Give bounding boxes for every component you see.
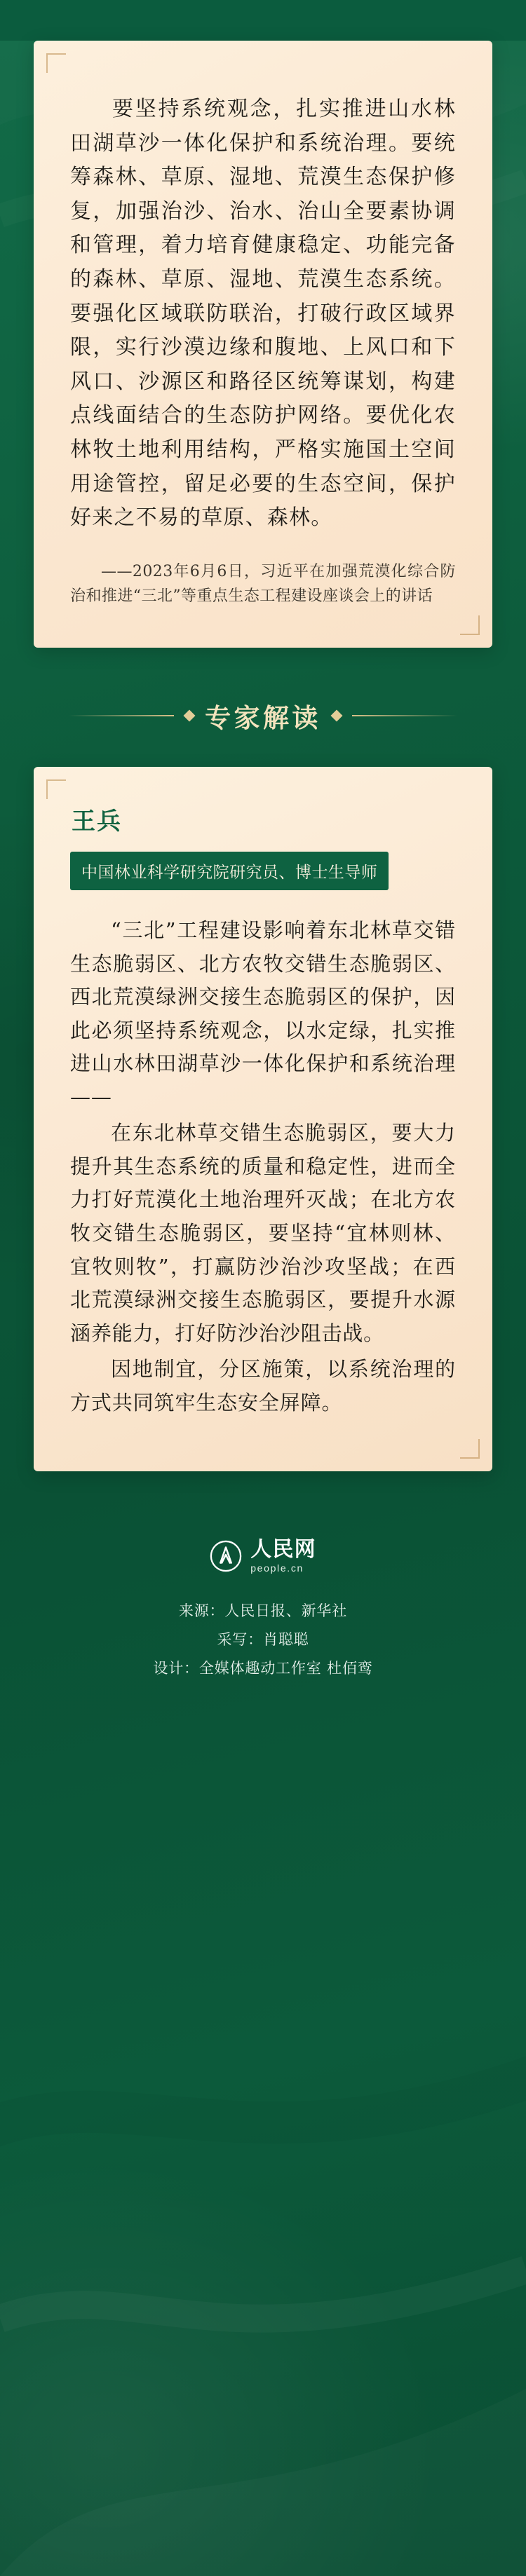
footer-source: 来源：人民日报、新华社 <box>178 1602 348 1620</box>
footer <box>0 1539 526 1724</box>
diamond-icon <box>330 710 342 722</box>
expert-title-badge: 中国林业科学研究院研究员、博士生导师 <box>70 852 389 890</box>
expert-paragraph: 在东北林草交错生态脆弱区，要大力提升其生态系统的质量和稳定性，进而全力打好荒漠化土地治理歼灭战；在北方农牧交错生态脆弱区，要坚持“宜林则林、宜牧则牧”，打赢防沙治沙攻坚战；在西北荒漠绿洲交接生态脆弱区，要提升水源涵养能力，打好防沙治沙阻击战。 <box>70 1121 456 1345</box>
brand-name-cn: 人民网 <box>250 1537 316 1562</box>
expert-paragraph: 因地制宜，分区施策，以系统治理的方式共同筑牢生态安全屏障。 <box>70 1357 456 1415</box>
quote-card <box>34 41 492 648</box>
footer-designer: 设计：全媒体趣动工作室 杜佰鸾 <box>153 1660 373 1677</box>
expert-name: 王兵 <box>72 807 123 836</box>
expert-paragraph: “三北”工程建设影响着东北林草交错生态脆弱区、北方农牧交错生态脆弱区、西北荒漠绿洲交接生态脆弱区的保护，因此必须坚持系统观念，以水定绿，扎实推进山水林田湖草沙一体化保护和系统治理—— <box>70 918 456 1109</box>
brand-logo <box>0 1539 526 1573</box>
quote-text: 要坚持系统观念，扎实推进山水林田湖草沙一体化保护和系统治理。要统筹森林、草原、湿地、荒漠生态保护修复，加强治沙、治水、治山全要素协调和管理，着力培育健康稳定、功能完备的森林、草原、湿地、荒漠生态系统。要强化区域联防联治，打破行政区域界限，实行沙漠边缘和腹地、上风口和下风口、沙源区和路径区统筹谋划，构建点线面结合的生态防护网络。要优化农林牧土地利用结构，严格实施国土空间用途管控，留足必要的生态空间，保护好来之不易的草原、森林。 <box>70 97 456 531</box>
section-title: 专家解读 <box>205 702 321 734</box>
brand-name-en: people.cn <box>250 1562 304 1574</box>
section-divider <box>0 697 526 735</box>
quote-body <box>70 93 456 536</box>
expert-card <box>34 767 492 1471</box>
brand-logo-text <box>250 1539 316 1573</box>
divider-rule-left <box>69 715 174 716</box>
poster-page <box>0 41 526 1724</box>
people-cn-logo-icon <box>210 1540 242 1572</box>
divider-rule-right <box>352 715 457 716</box>
expert-body <box>70 914 456 1419</box>
quote-source: ——2023年6月6日，习近平在加强荒漠化综合防治和推进“三北”等重点生态工程建设座谈会上的讲话 <box>70 562 456 605</box>
diamond-icon <box>184 710 196 722</box>
footer-author: 采写：肖聪聪 <box>217 1631 309 1649</box>
